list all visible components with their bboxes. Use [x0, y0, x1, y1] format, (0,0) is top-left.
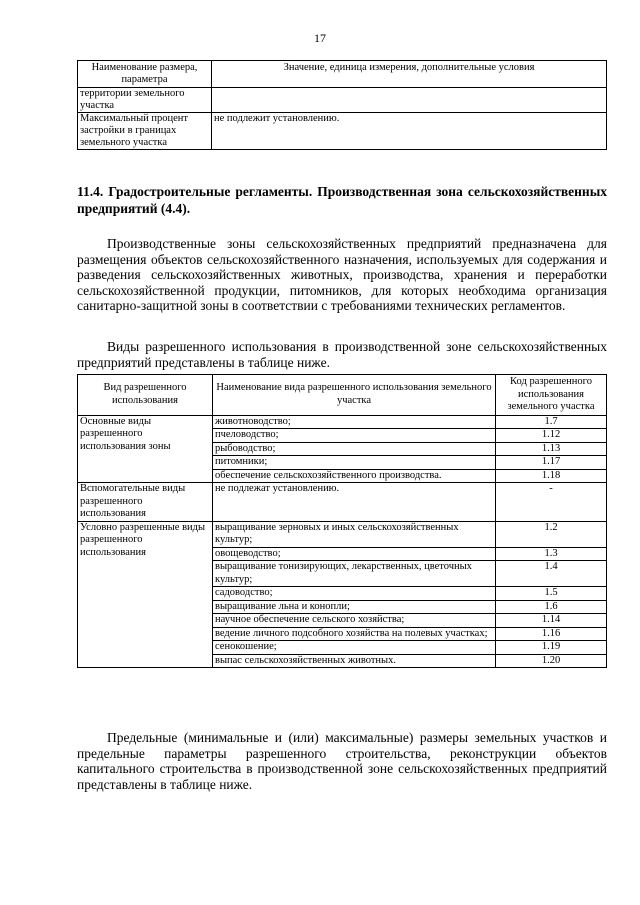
parameters-table — [77, 60, 607, 150]
use-name-cell: не подлежат установлению. — [213, 483, 496, 522]
paragraph-usage-intro: Виды разрешенного использования в производственной зоне сельскохозяйственных предприятий представлены в таблице ниже. — [77, 339, 607, 370]
use-name-cell: питомники; — [213, 456, 496, 470]
use-code-cell: 1.3 — [496, 547, 607, 561]
use-name-cell: пчеловодство; — [213, 429, 496, 443]
use-code-cell: 1.14 — [496, 614, 607, 628]
table-row — [78, 415, 607, 429]
paragraph-limits-intro: Предельные (минимальные и (или) максимальные) размеры земельных участков и предельные параметры разрешенного строительства, реконструкции объектов капитального строительства в производственной зоне сельскохозяйственных предприятий представлены в таблице ниже. — [77, 730, 607, 792]
use-code-cell: 1.19 — [496, 641, 607, 655]
page-number: 17 — [314, 31, 326, 45]
use-code-cell: 1.2 — [496, 521, 607, 547]
use-code-cell: 1.5 — [496, 587, 607, 601]
use-name-cell: ведение личного подсобного хозяйства на полевых участках; — [213, 627, 496, 641]
section-heading: 11.4. Градостроительные регламенты. Производственная зона сельскохозяйственных предприятий (4.4). — [77, 184, 607, 216]
use-name-cell: научное обеспечение сельского хозяйства; — [213, 614, 496, 628]
use-code-cell: 1.13 — [496, 442, 607, 456]
use-code-cell: 1.18 — [496, 469, 607, 483]
header-value: Значение, единица измерения, дополнительные условия — [212, 61, 607, 88]
header-use-type: Вид разрешенного использования — [78, 375, 213, 416]
table-row — [78, 88, 607, 113]
use-name-cell: обеспечение сельскохозяйственного производства. — [213, 469, 496, 483]
table-header-row — [78, 375, 607, 416]
parameter-cell: территории земельного участка — [78, 88, 212, 113]
table-header-row — [78, 61, 607, 88]
use-code-cell: 1.4 — [496, 561, 607, 587]
use-name-cell: выпас сельскохозяйственных животных. — [213, 654, 496, 668]
use-category-cell: Условно разрешенные виды разрешенного использования — [78, 521, 213, 668]
table-row — [78, 521, 607, 547]
header-use-name: Наименование вида разрешенного использования земельного участка — [213, 375, 496, 416]
use-name-cell: животноводство; — [213, 415, 496, 429]
use-code-cell: 1.20 — [496, 654, 607, 668]
parameter-cell: Максимальный процент застройки в границах земельного участка — [78, 113, 212, 150]
value-cell — [212, 88, 607, 113]
use-name-cell: выращивание льна и конопли; — [213, 600, 496, 614]
use-code-cell: 1.16 — [496, 627, 607, 641]
permitted-use-table — [77, 374, 607, 668]
use-code-cell: 1.7 — [496, 415, 607, 429]
use-name-cell: овощеводство; — [213, 547, 496, 561]
use-category-cell: Вспомогательные виды разрешенного использования — [78, 483, 213, 522]
use-code-cell: 1.12 — [496, 429, 607, 443]
use-name-cell: рыбоводство; — [213, 442, 496, 456]
table-row — [78, 483, 607, 522]
use-category-cell: Основные виды разрешенного использования зоны — [78, 415, 213, 483]
use-code-cell: 1.6 — [496, 600, 607, 614]
use-name-cell: садоводство; — [213, 587, 496, 601]
paragraph-zone-purpose: Производственные зоны сельскохозяйственных предприятий предназначена для размещения объектов сельскохозяйственного назначения, используемых для содержания и разведения сельскохозяйственных животных, производства, хранения и переработки сельскохозяйственной продукции, питомников, для которых необходима организация санитарно-защитной зоны в соответствии с требованиями технических регламентов. — [77, 236, 607, 313]
header-parameter: Наименование размера, параметра — [78, 61, 212, 88]
table-row — [78, 113, 607, 150]
use-name-cell: выращивание зерновых и иных сельскохозяйственных культур; — [213, 521, 496, 547]
use-name-cell: выращивание тонизирующих, лекарственных, цветочных культур; — [213, 561, 496, 587]
header-use-code: Код разрешенного использования земельного участка — [496, 375, 607, 416]
use-code-cell: 1.17 — [496, 456, 607, 470]
use-code-cell: - — [496, 483, 607, 522]
use-name-cell: сенокошение; — [213, 641, 496, 655]
value-cell: не подлежит установлению. — [212, 113, 607, 150]
